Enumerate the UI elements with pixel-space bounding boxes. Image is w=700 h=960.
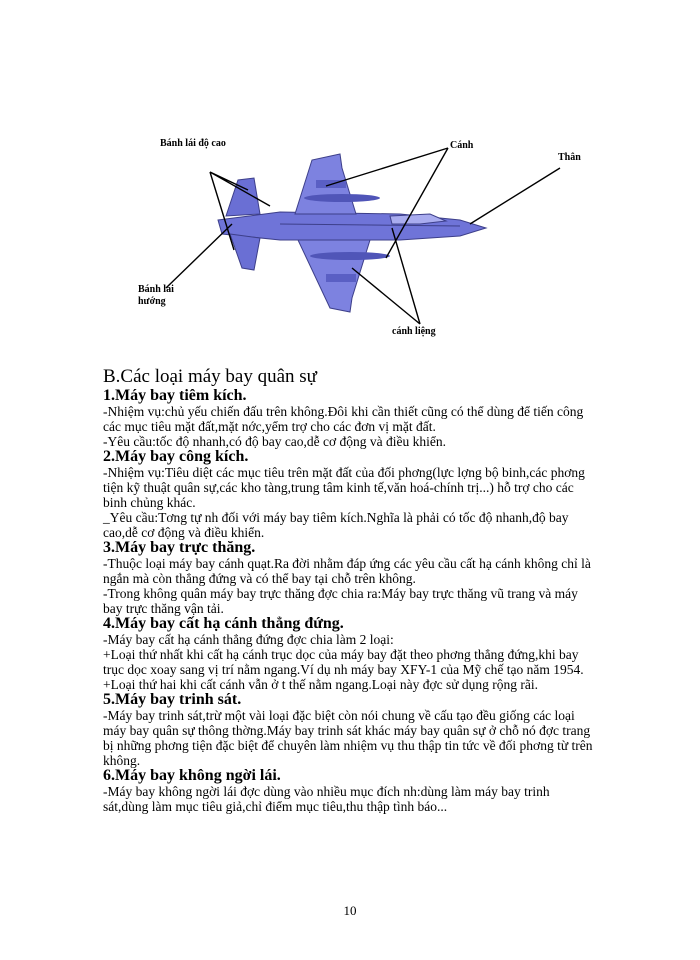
section-title: 4.Máy bay cất hạ cánh thẳng đứng. (103, 615, 344, 632)
section-title: 5.Máy bay trinh sát. (103, 691, 242, 708)
paragraph: +Loại thứ hai khi cất cánh vẫn ở t thế nằm ngang.Loại này đợc sử dụng rộng rãi. (103, 677, 539, 692)
paragraph: _Yêu cầu:Tơng tự nh đối với máy bay tiêm kích.Nghĩa là phải có tốc độ nhanh,độ bay cao,dễ cơ động và điều khiển. (103, 510, 569, 540)
label-wing: Cánh (450, 140, 474, 151)
paragraph: -Máy bay trinh sát,trừ một vài loại đặc biệt còn nói chung về cấu tạo đều giống các loại máy bay quân sự thông thờng.Máy bay trinh sát khác máy bay quân sự ở chỗ nó đợc trang bị những phơng tiện đặc biệt để chuyên làm nhiệm vụ thu thập tin tức về đối phơng từ trên không. (103, 708, 593, 768)
label-fuselage: Thân (558, 152, 581, 163)
section-reconnaissance (103, 692, 598, 768)
section-heading: B.Các loại máy bay quân sự (103, 366, 317, 387)
paragraph: -Máy bay không ngời lái đợc dùng vào nhiều mục đích nh:dùng làm máy bay trinh sát,dùng làm mục tiêu giả,chỉ điểm mục tiêu,thu thập tình báo... (103, 784, 550, 814)
label-rudder: Bánh lái hướng (138, 284, 174, 307)
section-fighter (103, 388, 598, 449)
aircraft-diagram (130, 128, 600, 350)
paragraph: -Máy bay cất hạ cánh thẳng đứng đợc chia làm 2 loại: (103, 632, 394, 647)
label-elevator: Bánh lái độ cao (160, 138, 226, 149)
section-vtol (103, 616, 598, 692)
section-drone (103, 768, 598, 814)
section-title: 3.Máy bay trực thăng. (103, 539, 256, 556)
section-attack (103, 449, 598, 540)
paragraph: -Trong không quân máy bay trực thăng đợc chia ra:Máy bay trực thăng vũ trang và máy bay trực thăng vận tải. (103, 586, 578, 616)
paragraph: -Thuộc loại máy bay cánh quạt.Ra đời nhằm đáp ứng các yêu cầu cất hạ cánh không chỉ là ngắn mà còn thẳng đứng và có thể bay tại chỗ trên không. (103, 556, 591, 586)
document-body (103, 366, 598, 814)
paragraph: -Nhiệm vụ:Tiêu diệt các mục tiêu trên mặt đất của đối phơng(lực lợng bộ binh,các phơng tiện kỹ thuật quân sự,các kho tàng,trung tâm kinh tế,văn hoá-chính trị...) hỗ trợ cho các binh chủng khác. (103, 465, 585, 510)
page-number: 10 (343, 903, 357, 918)
section-helicopter (103, 540, 598, 616)
paragraph: +Loại thứ nhất khi cất hạ cánh trục dọc của máy bay đặt theo phơng thẳng đứng,khi bay trục dọc xoay sang vị trí nằm ngang.Ví dụ nh máy bay XFY-1 của Mỹ chế tạo năm 1954. (103, 647, 584, 677)
section-title: 1.Máy bay tiêm kích. (103, 387, 247, 404)
paragraph: -Yêu cầu:tốc độ nhanh,có độ bay cao,dễ cơ động và điều khiển. (103, 434, 447, 449)
label-flap: cánh liệng (392, 326, 436, 337)
paragraph: -Nhiệm vụ:chủ yếu chiến đấu trên không.Đôi khi cần thiết cũng có thể dùng để tiến công các mục tiêu mặt đất,mặt nớc,yểm trợ cho các đơn vị mặt đất. (103, 404, 584, 434)
section-title: 2.Máy bay công kích. (103, 448, 249, 465)
section-title: 6.Máy bay không ngời lái. (103, 767, 281, 784)
aircraft-illustration (130, 128, 600, 350)
